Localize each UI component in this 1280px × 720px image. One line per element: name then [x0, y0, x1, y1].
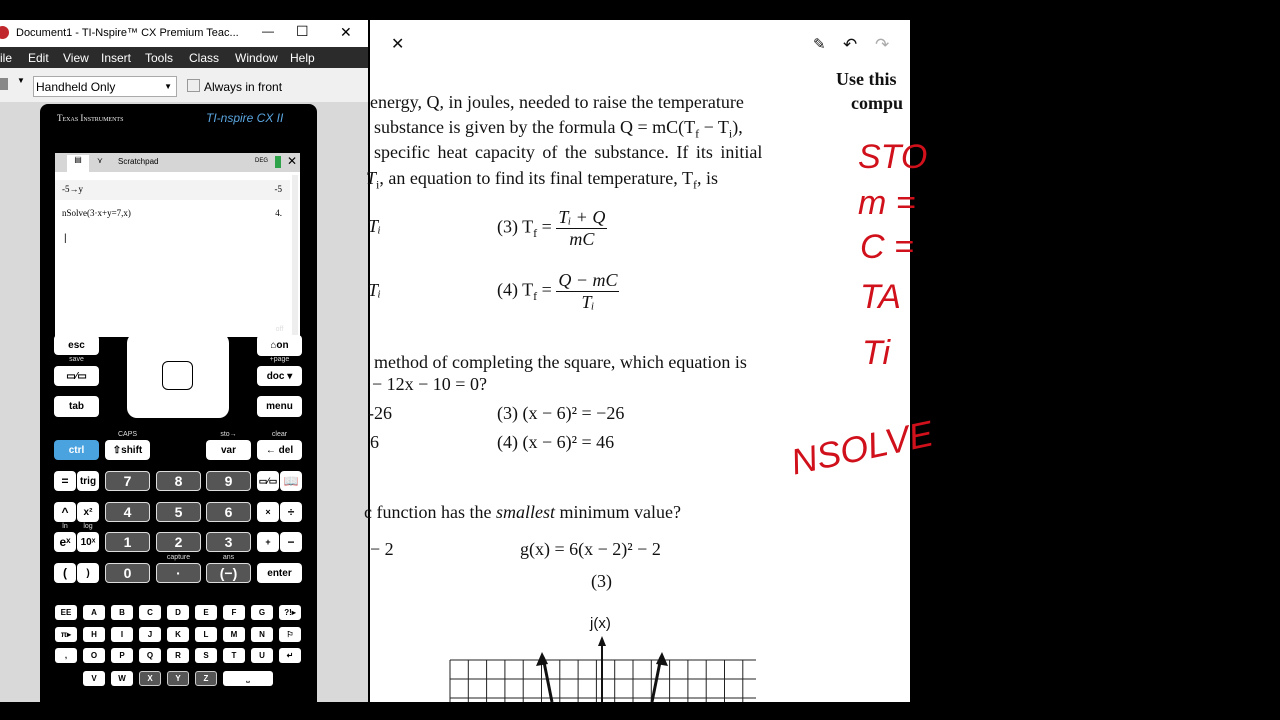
side-heading: compu: [851, 93, 904, 113]
book-key[interactable]: 📖: [280, 471, 302, 491]
page-label: +page: [269, 356, 290, 363]
eq-key[interactable]: =: [54, 471, 76, 491]
handwriting-note: STO: [858, 138, 928, 176]
ex-key[interactable]: eˣ: [54, 532, 76, 552]
sto-label: sto→: [220, 431, 237, 438]
digit-key-2[interactable]: 9: [206, 471, 251, 491]
option-3: (3) $T_f$ = $\frac{\text{Tᵢ + Q}}{mC}$: [497, 207, 606, 249]
save-label: save: [69, 356, 84, 363]
option-label: (4) T: [497, 279, 534, 300]
caps-label: CAPS: [117, 431, 138, 438]
off-label: off: [275, 326, 284, 333]
app-icon: [0, 26, 9, 39]
text-line: $T_i$, an equation to find its final temperature, $T_f$, is: [366, 168, 718, 192]
screen-tabbar: [55, 153, 300, 172]
handwriting-note: C =: [860, 228, 914, 266]
maximize-button[interactable]: ☐: [296, 23, 309, 39]
model-logo: TI-nspire CX II: [206, 111, 284, 125]
text-fragment: c function has the: [364, 502, 496, 522]
times-key[interactable]: ×: [257, 502, 279, 522]
del-key[interactable]: ← del: [257, 440, 302, 460]
alpha-key-o[interactable]: O: [83, 648, 105, 663]
alpha-key-p[interactable]: P: [111, 648, 133, 663]
alpha-key-t[interactable]: T: [223, 648, 245, 663]
ln-label: ln: [62, 523, 68, 530]
digit-key-5[interactable]: 6: [206, 502, 251, 522]
history-input: nSolve(3·x+y=7,x): [62, 208, 131, 218]
text-fragment: , an equation to find its final temperature, T: [379, 168, 693, 188]
close-button[interactable]: ✕: [340, 24, 352, 40]
handwriting-note: Ti: [862, 334, 891, 372]
alpha-key-symbol[interactable]: EE: [55, 605, 77, 620]
alpha-key-symbol[interactable]: ⚐: [279, 627, 301, 642]
menu-key[interactable]: menu: [257, 396, 302, 417]
text-line: − 12x − 10 = 0?: [372, 374, 487, 394]
text-fragment: − T: [699, 117, 729, 137]
esc-key[interactable]: esc: [54, 335, 99, 355]
sq-key[interactable]: x²: [77, 502, 99, 522]
alpha-key-l[interactable]: L: [195, 627, 217, 642]
handheld-calculator: [40, 104, 317, 702]
alpha-key-j[interactable]: J: [139, 627, 161, 642]
menu-window[interactable]: Window: [235, 51, 278, 65]
menu-class[interactable]: Class: [189, 51, 220, 65]
alpha-key-d[interactable]: D: [167, 605, 189, 620]
side-heading: Use this: [836, 69, 897, 89]
close-icon[interactable]: ✕: [287, 154, 298, 168]
choice-number: (3): [591, 571, 612, 591]
alpha-key-k[interactable]: K: [167, 627, 189, 642]
history-row[interactable]: [55, 180, 290, 200]
pen-icon[interactable]: ✎: [813, 37, 826, 53]
alpha-key-a[interactable]: A: [83, 605, 105, 620]
alpha-key-r[interactable]: R: [167, 648, 189, 663]
alpha-key-u[interactable]: U: [251, 648, 273, 663]
curve-arrow: [656, 652, 668, 666]
text-fragment: ),: [732, 117, 743, 137]
plus-key[interactable]: +: [257, 532, 279, 552]
digit-key-11[interactable]: (−): [206, 563, 251, 583]
undo-icon[interactable]: ↶: [843, 35, 858, 54]
text-line: [364, 502, 681, 523]
alpha-key-z[interactable]: Z: [195, 671, 217, 686]
option-4: (4) $T_f$ = $\frac{Q - mC}{\text{Tᵢ}}$: [497, 270, 618, 312]
alpha-key-h[interactable]: H: [83, 627, 105, 642]
touchpad-center[interactable]: [162, 361, 193, 390]
handwriting-note: NSOLVE: [787, 412, 937, 483]
enter-key[interactable]: enter: [257, 563, 302, 583]
calculator-screen: [55, 153, 300, 337]
curve-arrow: [536, 652, 548, 666]
alpha-key-y[interactable]: Y: [167, 671, 189, 686]
digit-key-6[interactable]: 1: [105, 532, 150, 552]
document-viewer: [364, 20, 937, 702]
alpha-key-w[interactable]: W: [111, 671, 133, 686]
menu-help[interactable]: Help: [290, 51, 315, 65]
digit-key-7[interactable]: 2: [156, 532, 201, 552]
battery-icon: [275, 156, 281, 168]
always-in-front-checkbox[interactable]: [187, 79, 200, 92]
view-select-value: Handheld Only: [36, 80, 116, 94]
history-row[interactable]: [55, 204, 290, 224]
alpha-key-symbol[interactable]: ,: [55, 648, 77, 663]
tenx-key[interactable]: 10ˣ: [77, 532, 99, 552]
capture-label: capture: [166, 554, 191, 561]
digit-key-10[interactable]: ·: [156, 563, 201, 583]
title-bar: [0, 20, 368, 47]
history-output: -5: [274, 184, 282, 194]
ti-logo: Texas Instruments: [57, 113, 124, 123]
tab-key[interactable]: tab: [54, 396, 99, 417]
option-2-fragment: 6: [370, 432, 379, 452]
menu-view[interactable]: View: [63, 51, 89, 65]
alpha-key-q[interactable]: Q: [139, 648, 161, 663]
minimize-button[interactable]: —: [262, 24, 274, 38]
chevron-down-icon[interactable]: ▼: [17, 76, 25, 85]
handwriting-note: m =: [858, 184, 916, 222]
ti-nspire-window: [0, 20, 368, 702]
minus-key[interactable]: −: [280, 532, 302, 552]
chevron-down-icon: ▼: [164, 82, 172, 91]
emphasis: smallest: [495, 502, 555, 522]
alpha-key-symbol[interactable]: π▸: [55, 627, 77, 642]
layout-icon[interactable]: [0, 78, 8, 90]
doc-tab-icon[interactable]: ▤: [67, 155, 89, 172]
lp-key[interactable]: (: [54, 563, 76, 583]
option-1-fragment: − 2: [370, 539, 394, 559]
graph-grid: [448, 632, 758, 702]
option-3: (3) (x − 6)² = −26: [497, 403, 625, 423]
denominator: mC: [569, 228, 595, 249]
digit-key-0[interactable]: 7: [105, 471, 150, 491]
text-line: specific heat capacity of the substance. If its initial: [374, 142, 763, 162]
window-title: Document1 - TI-Nspire™ CX Premium Teac...: [16, 27, 239, 39]
graph-axis-label: j(x): [590, 615, 611, 632]
digit-key-4[interactable]: 5: [156, 502, 201, 522]
alpha-key-g[interactable]: G: [251, 605, 273, 620]
pow-key[interactable]: ^: [54, 502, 76, 522]
trig-key[interactable]: trig: [77, 471, 99, 491]
ans-label: ans: [222, 554, 235, 561]
always-in-front-label: Always in front: [204, 80, 283, 94]
alpha-key-b[interactable]: B: [111, 605, 133, 620]
alpha-key-x[interactable]: X: [139, 671, 161, 686]
alpha-key-i[interactable]: I: [111, 627, 133, 642]
history-output: 4.: [275, 208, 282, 218]
menu-edit[interactable]: Edit: [28, 51, 49, 65]
fraction: [556, 270, 619, 312]
denominator: Tᵢ: [581, 291, 595, 312]
history-input: -5→y: [62, 184, 83, 194]
text-line: energy, Q, in joules, needed to raise the temperature: [370, 92, 744, 112]
alpha-key-f[interactable]: F: [223, 605, 245, 620]
on-key[interactable]: ⌂on: [257, 335, 302, 356]
alpha-key-c[interactable]: C: [139, 605, 161, 620]
scratchpad-key[interactable]: ▭⁄▭: [54, 366, 99, 386]
scratchpad-tab[interactable]: Scratchpad: [118, 157, 159, 166]
menu-tools[interactable]: Tools: [145, 51, 174, 65]
alpha-key-s[interactable]: S: [195, 648, 217, 663]
view-select[interactable]: [33, 76, 177, 97]
text-fragment: minimum value?: [554, 502, 681, 522]
option-2-fragment: Tᵢ: [368, 280, 381, 300]
alpha-key-m[interactable]: M: [223, 627, 245, 642]
text-fragment: , is: [696, 168, 718, 188]
text-line: method of completing the square, which equation is: [374, 352, 747, 372]
ctrl-key[interactable]: ctrl: [54, 440, 99, 460]
rp-key[interactable]: ): [77, 563, 99, 583]
alpha-key-v[interactable]: V: [83, 671, 105, 686]
close-viewer-button[interactable]: ✕: [391, 36, 405, 53]
shift-key[interactable]: ⇧shift: [105, 440, 150, 460]
numerator: Tᵢ + Q: [558, 207, 606, 227]
function-g: g(x) = 6(x − 2)² − 2: [520, 539, 661, 559]
angle-mode: DEG: [255, 158, 269, 164]
touchpad[interactable]: [127, 333, 229, 418]
option-label: (3) T: [497, 216, 534, 237]
toolbar: [0, 68, 368, 102]
option-1-fragment: -26: [368, 403, 392, 423]
menu-bar: [0, 47, 368, 68]
menu-file[interactable]: ile: [0, 51, 13, 65]
fraction: [556, 207, 607, 249]
numerator: Q − mC: [558, 270, 618, 290]
entry-cursor[interactable]: |: [64, 233, 67, 244]
calculator-tab-icon[interactable]: ⋎: [97, 156, 103, 165]
option-4: (4) (x − 6)² = 46: [497, 432, 615, 452]
digit-key-8[interactable]: 3: [206, 532, 251, 552]
alpha-key-symbol[interactable]: ⎵: [223, 671, 273, 686]
alpha-key-e[interactable]: E: [195, 605, 217, 620]
doc-key[interactable]: doc ▾: [257, 366, 302, 386]
alpha-key-symbol[interactable]: ↵: [279, 648, 301, 663]
var-key[interactable]: var: [206, 440, 251, 460]
log-label: log: [83, 523, 93, 530]
option-1-fragment: Tᵢ: [368, 216, 381, 236]
axis-arrow: [598, 636, 606, 646]
alpha-key-symbol[interactable]: ?!▸: [279, 605, 301, 620]
handwriting-note: TA: [860, 278, 901, 316]
menu-insert[interactable]: Insert: [101, 51, 132, 65]
frac-key[interactable]: ▭⁄▭: [257, 471, 279, 491]
text-fragment: substance is given by the formula Q = mC(T: [374, 117, 696, 137]
digit-key-3[interactable]: 4: [105, 502, 150, 522]
text-line: substance is given by the formula $Q = mC(T_f - T_i)$,: [374, 117, 743, 141]
redo-icon[interactable]: ↷: [875, 35, 890, 54]
clear-label: clear: [271, 431, 288, 438]
alpha-key-n[interactable]: N: [251, 627, 273, 642]
digit-key-9[interactable]: 0: [105, 563, 150, 583]
scrollbar[interactable]: [292, 175, 298, 335]
digit-key-1[interactable]: 8: [156, 471, 201, 491]
div-key[interactable]: ÷: [280, 502, 302, 522]
